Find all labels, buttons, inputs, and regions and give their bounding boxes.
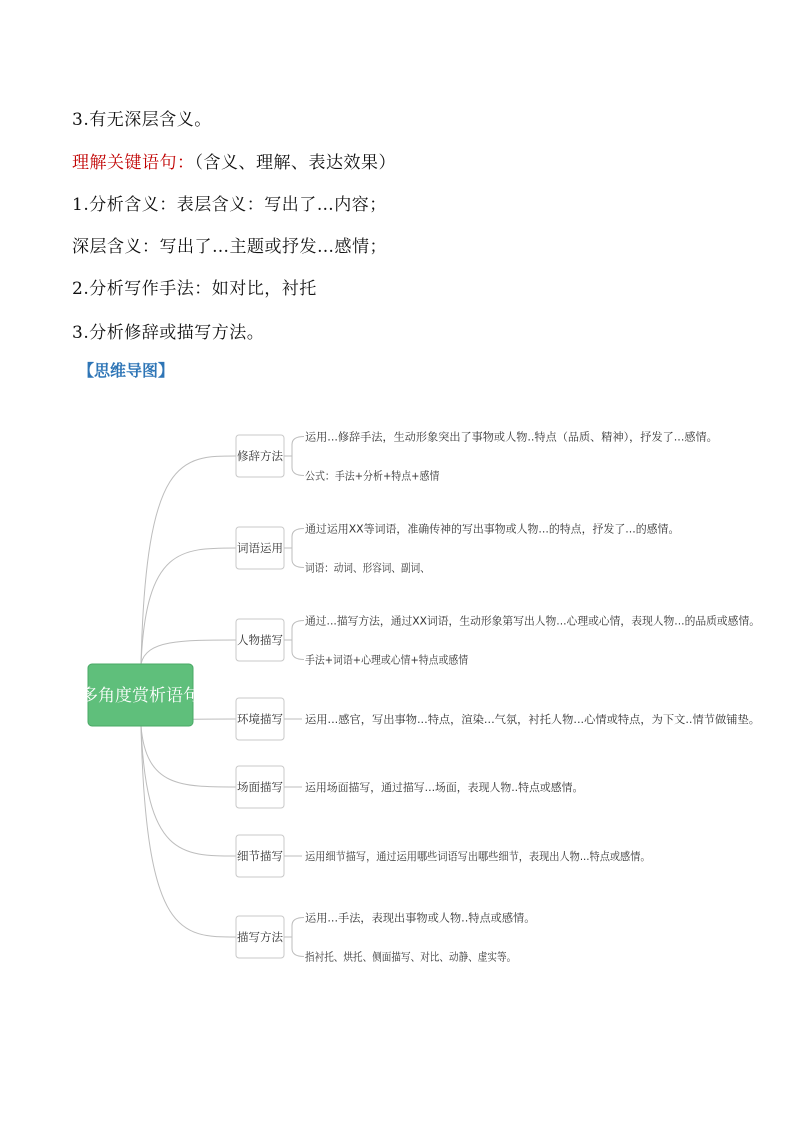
leaf-text: 指衬托、烘托、侧面描写、对比、动静、虚实等。	[305, 950, 547, 964]
heading-paren-text: （含义、理解、表达效果）	[194, 153, 396, 173]
heading-red-text: 理解关键语句：	[72, 153, 195, 173]
branch-connector	[141, 548, 236, 664]
leaf-text: 手法+词语+心理或心情+特点或感情	[305, 653, 487, 667]
branch-label: 环境描写	[237, 712, 283, 726]
leaf-bracket	[292, 529, 304, 568]
branch-connector	[141, 726, 236, 856]
mind-map-root	[81, 664, 200, 726]
text-line-6: 3.分析修辞或描写方法。	[72, 323, 265, 343]
branch-label: 人物描写	[237, 633, 283, 647]
leaf-text: 运用细节描写，通过运用哪些词语写出哪些细节，表现出人物...特点或感情。	[305, 850, 679, 863]
leaf-bracket	[292, 437, 304, 476]
text-line-4: 深层含义：写出了…主题或抒发…感情；	[72, 237, 387, 257]
leaf-text: 运用场面描写，通过描写...场面，表现人物..特点或感情。	[305, 781, 587, 794]
leaf-text: 通过运用XX等词语，准确传神的写出事物或人物...的特点，抒发了...的感情。	[305, 522, 683, 536]
text-line-5: 2.分析写作手法：如对比，衬托	[72, 279, 317, 299]
branch-connector	[141, 726, 236, 937]
branch-connector	[141, 726, 236, 787]
leaf-text: 公式：手法+分析+特点+感情	[305, 469, 454, 483]
branch-node	[236, 522, 683, 575]
branch-connector	[141, 456, 236, 664]
leaf-text: 通过...描写方法，通过XX词语，生动形象第写出人物...心理或心情，表现人物...的品质或感情。	[305, 614, 770, 628]
branch-node	[236, 911, 547, 964]
branch-node	[236, 430, 718, 483]
branch-label: 细节描写	[237, 849, 283, 863]
branch-label: 修辞方法	[237, 449, 283, 463]
text-line-1: 3.有无深层含义。	[72, 110, 212, 130]
leaf-bracket	[292, 621, 304, 660]
branch-node	[236, 614, 770, 667]
branch-node	[236, 835, 679, 877]
root-label: 多角度赏析语句	[81, 686, 200, 706]
leaf-text: 运用...修辞手法，生动形象突出了事物或人物..特点（品质、精神），抒发了...感情。	[305, 430, 713, 444]
branch-label: 场面描写	[237, 780, 283, 794]
branch-label: 描写方法	[237, 930, 283, 944]
leaf-text: 词语：动词、形容词、副词、	[305, 561, 448, 575]
leaf-text: 运用...手法，表现出事物或人物..特点或感情。	[305, 911, 532, 925]
branch-node	[236, 766, 587, 808]
leaf-bracket	[292, 918, 304, 957]
branch-connector	[141, 640, 236, 664]
section-title: 【思维导图】	[78, 361, 175, 380]
branch-label: 词语运用	[237, 541, 283, 555]
branch-node	[236, 698, 760, 740]
leaf-text: 运用...感官，写出事物...特点，渲染...气氛，衬托人物...心情或特点，为下文..情节做铺垫。	[305, 713, 750, 726]
text-line-3: 1.分析含义：表层含义：写出了…内容；	[72, 195, 387, 215]
